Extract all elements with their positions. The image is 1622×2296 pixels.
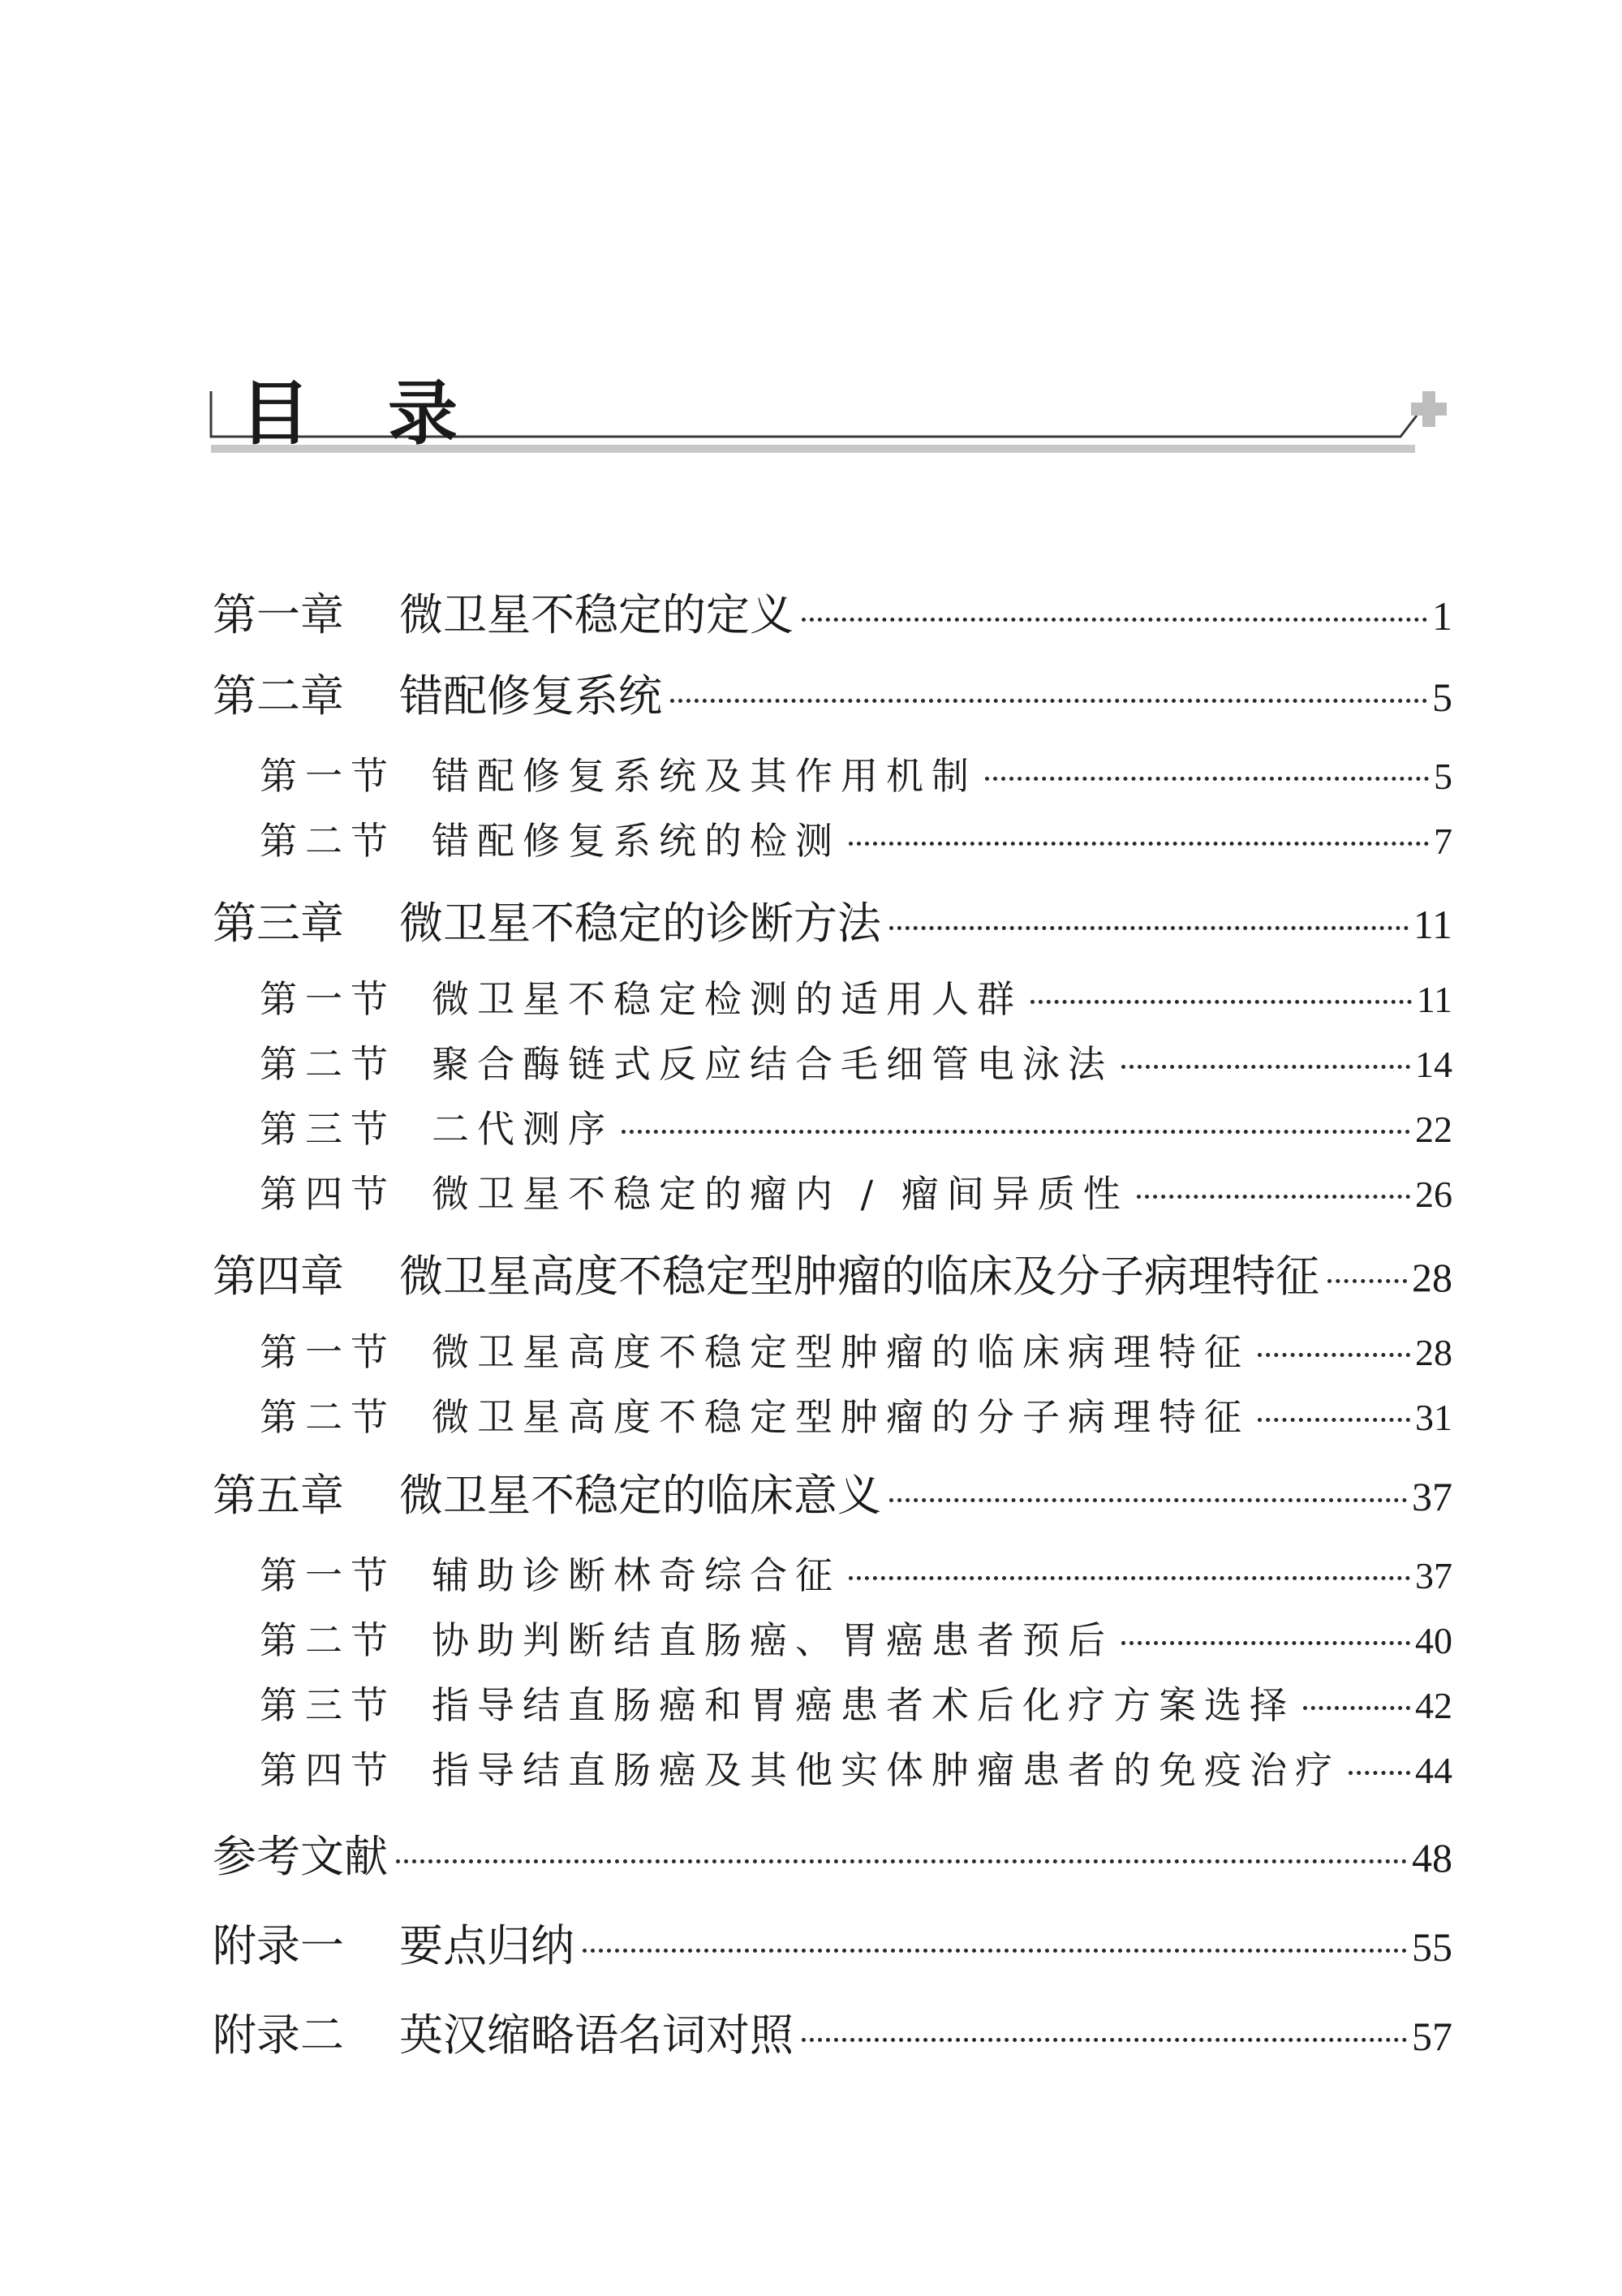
dot-leader <box>622 1130 1410 1134</box>
toc-section-entry[interactable] <box>213 1546 1452 1600</box>
entry-label: 第一章 <box>213 589 344 640</box>
page-number: 22 <box>1415 1109 1452 1150</box>
dot-leader <box>1030 1000 1412 1004</box>
page-number: 44 <box>1415 1750 1452 1791</box>
entry-label: 第一节 <box>260 754 396 798</box>
page-number: 7 <box>1434 821 1452 862</box>
entry-label: 第三节 <box>260 1107 396 1151</box>
dot-leader <box>670 699 1427 703</box>
entry-label: 第一节 <box>260 1330 396 1374</box>
entry-title: 微卫星高度不稳定型肿瘤的临床及分子病理特征 <box>399 1251 1319 1302</box>
entry-title: 微卫星不稳定的诊断方法 <box>399 898 881 949</box>
page-number: 26 <box>1415 1174 1452 1215</box>
dot-leader <box>849 1576 1410 1580</box>
toc-chapter-entry[interactable] <box>213 1911 1452 1974</box>
toc-chapter-entry[interactable] <box>213 661 1452 724</box>
entry-title: 指导结直肠癌及其他实体肿瘤患者的免疫治疗 <box>432 1748 1340 1792</box>
toc-section-entry[interactable] <box>213 970 1452 1023</box>
page-number: 5 <box>1434 756 1452 797</box>
toc-chapter-entry[interactable] <box>213 2001 1452 2063</box>
entry-title: 辅助诊断林奇综合征 <box>432 1553 841 1597</box>
dot-leader <box>1258 1353 1410 1357</box>
entry-title: 微卫星不稳定的瘤内 / 瘤间异质性 <box>432 1172 1129 1216</box>
page-number: 31 <box>1415 1397 1452 1438</box>
toc-chapter-entry[interactable] <box>213 889 1452 951</box>
entry-label: 第一节 <box>260 977 396 1021</box>
dot-leader <box>849 842 1429 846</box>
entry-label: 第四节 <box>260 1748 396 1792</box>
entry-label: 第二节 <box>260 819 396 863</box>
entry-title: 二代测序 <box>432 1107 613 1151</box>
page-number: 42 <box>1415 1685 1452 1726</box>
toc-section-entry[interactable] <box>213 812 1452 865</box>
entry-label: 第二章 <box>213 670 344 722</box>
toc-chapter-entry[interactable] <box>213 1822 1452 1885</box>
page-number: 28 <box>1415 1332 1452 1373</box>
page-number: 37 <box>1412 1474 1452 1519</box>
toc-chapter-entry[interactable] <box>213 580 1452 643</box>
dot-leader <box>396 1859 1407 1863</box>
dot-leader <box>1303 1706 1410 1710</box>
entry-label: 第二节 <box>260 1395 396 1439</box>
dot-leader <box>802 618 1427 622</box>
page-number: 48 <box>1412 1835 1452 1880</box>
page-number: 37 <box>1415 1555 1452 1596</box>
toc-section-entry[interactable] <box>213 1388 1452 1441</box>
page-number: 5 <box>1432 674 1452 720</box>
toc-section-entry[interactable] <box>213 1165 1452 1218</box>
toc-section-entry[interactable] <box>213 1035 1452 1088</box>
toc-section-entry[interactable] <box>213 747 1452 800</box>
dot-leader <box>889 926 1409 930</box>
entry-title: 协助判断结直肠癌、胃癌患者预后 <box>432 1618 1113 1662</box>
entry-label: 第二节 <box>260 1618 396 1662</box>
entry-title: 要点归纳 <box>399 1920 574 1971</box>
entry-title: 指导结直肠癌和胃癌患者术后化疗方案选择 <box>432 1683 1295 1727</box>
page-number: 14 <box>1415 1044 1452 1085</box>
dot-leader <box>583 1949 1407 1953</box>
dot-leader <box>985 777 1429 781</box>
entry-title: 微卫星高度不稳定型肿瘤的分子病理特征 <box>432 1395 1250 1439</box>
page-number: 1 <box>1432 593 1452 639</box>
page-number: 55 <box>1412 1924 1452 1970</box>
entry-label: 第五章 <box>213 1470 344 1521</box>
entry-title: 微卫星不稳定的定义 <box>399 589 794 640</box>
entry-label: 第四节 <box>260 1172 396 1216</box>
entry-title: 错配修复系统 <box>399 670 662 722</box>
dot-leader <box>1258 1418 1410 1422</box>
entry-label: 第一节 <box>260 1553 396 1597</box>
toc-section-entry[interactable] <box>213 1100 1452 1153</box>
entry-title: 微卫星不稳定的临床意义 <box>399 1470 881 1521</box>
entry-label: 附录二 <box>213 2010 344 2061</box>
page-title: 目录 <box>240 373 536 454</box>
plus-ornament-icon <box>1411 391 1447 427</box>
dot-leader <box>1121 1641 1410 1645</box>
toc-section-entry[interactable] <box>213 1741 1452 1794</box>
dot-leader <box>1137 1195 1410 1199</box>
entry-title: 错配修复系统的检测 <box>432 819 841 863</box>
entry-title: 英汉缩略语名词对照 <box>399 2010 794 2061</box>
toc-chapter-entry[interactable] <box>213 1242 1452 1304</box>
entry-label: 第三章 <box>213 898 344 949</box>
page-number: 11 <box>1413 902 1452 947</box>
entry-title: 聚合酶链式反应结合毛细管电泳法 <box>432 1042 1113 1086</box>
toc-section-entry[interactable] <box>213 1323 1452 1376</box>
entry-title: 微卫星不稳定检测的适用人群 <box>432 977 1022 1021</box>
entry-label: 第三节 <box>260 1683 396 1727</box>
entry-label: 附录一 <box>213 1920 344 1971</box>
page-number: 11 <box>1416 979 1452 1020</box>
dot-leader <box>1349 1771 1410 1775</box>
entry-label: 第四章 <box>213 1251 344 1302</box>
page-number: 28 <box>1412 1255 1452 1300</box>
toc-chapter-entry[interactable] <box>213 1461 1452 1523</box>
page-number: 40 <box>1415 1620 1452 1661</box>
dot-leader <box>889 1498 1407 1502</box>
entry-title: 参考文献 <box>213 1831 388 1882</box>
entry-title: 错配修复系统及其作用机制 <box>432 754 977 798</box>
dot-leader <box>802 2038 1407 2042</box>
page-number: 57 <box>1412 2014 1452 2059</box>
toc-header <box>208 349 1453 463</box>
entry-label: 第二节 <box>260 1042 396 1086</box>
entry-title: 微卫星高度不稳定型肿瘤的临床病理特征 <box>432 1330 1250 1374</box>
toc-section-entry[interactable] <box>213 1676 1452 1730</box>
dot-leader <box>1121 1065 1410 1069</box>
dot-leader <box>1327 1279 1407 1283</box>
toc-section-entry[interactable] <box>213 1611 1452 1665</box>
